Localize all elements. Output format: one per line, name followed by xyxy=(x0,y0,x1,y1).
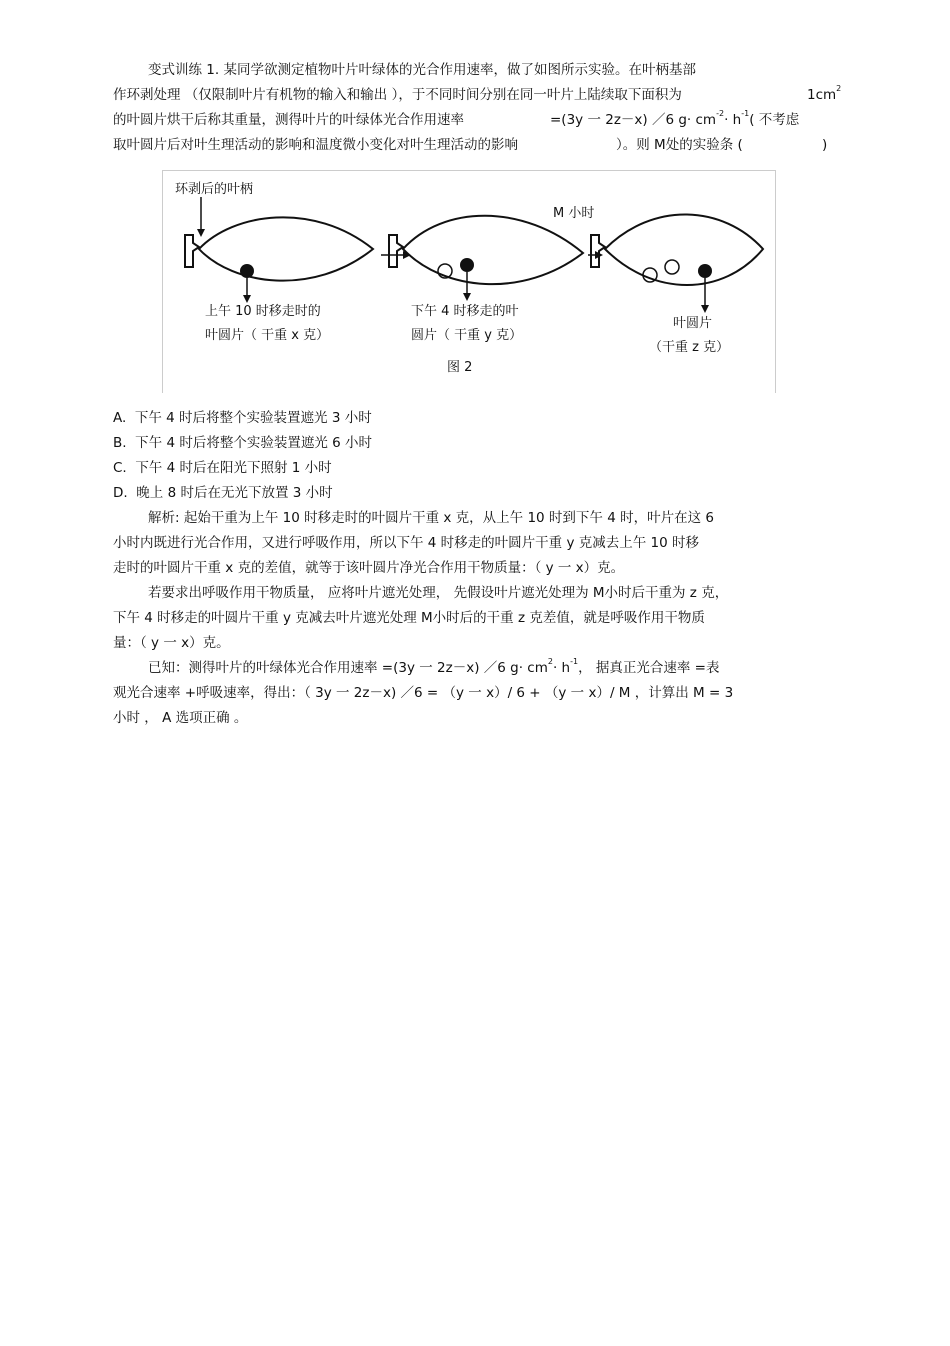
option-d: D. 晚上 8 时后在无光下放置 3 小时 xyxy=(113,485,333,501)
leaf-1 xyxy=(185,217,373,303)
question-end-paren: ) xyxy=(822,137,828,153)
analysis-p3-line-3: 小时 ， A 选项正确 。 xyxy=(113,710,248,726)
question-line-2: 作环剥处理 （仅限制叶片有机物的输入和输出 ），于不同时间分别在同一叶片上陆续取下面积为 xyxy=(113,87,682,103)
option-c: C. 下午 4 时后在阳光下照射 1 小时 xyxy=(113,460,332,476)
analysis-p2-line-3: 量：（ y 一 x）克。 xyxy=(113,635,230,651)
leaf-diagram xyxy=(163,171,775,393)
disc-x-hole-2 xyxy=(643,268,657,282)
disc-y-hole xyxy=(665,260,679,274)
caption-3-line-1: 叶圆片 xyxy=(673,316,713,331)
caption-2-line-1: 下午 4 时移走的叶 xyxy=(411,304,519,319)
leaf-2 xyxy=(389,216,583,301)
caption-1-line-1: 上午 10 时移走时的 xyxy=(205,304,321,319)
disc-z xyxy=(698,264,712,278)
analysis-p2-line-1: 若要求出呼吸作用干物质量， 应将叶片遮光处理， 先假设叶片遮光处理为 M小时后干重为 z 克， xyxy=(148,585,729,601)
caption-1-line-2: 叶圆片（ 干重 x 克） xyxy=(205,328,330,343)
question-line-4: 取叶圆片后对叶生理活动的影响和温度微小变化对叶生理活动的影响 xyxy=(113,137,518,153)
question-line-1: 变式训练 1. 某同学欲测定植物叶片叶绿体的光合作用速率，做了如图所示实验。在叶柄基部 xyxy=(148,62,696,78)
analysis-p1-line-3: 走时的叶圆片干重 x 克的差值，就等于该叶圆片净光合作用干物质量：（ y 一 x）克。 xyxy=(113,560,625,576)
rate-formula: =(3y 一 2z－x) ／6 $g\cdot cm^{-2}\cdot h^{-1}$( 不考虑 xyxy=(550,109,800,128)
disc-y xyxy=(460,258,474,272)
area-value: $1cm^2$ xyxy=(807,84,842,103)
analysis-p3-line-2: 观光合速率 +呼吸速率，得出：（ 3y 一 2z－x) ／6 = （y 一 x）/ 6 + （y 一 x）/ M ，计算出 M = 3 xyxy=(113,685,734,701)
question-line-3: 的叶圆片烘干后称其重量，测得叶片的叶绿体光合作用速率 xyxy=(113,112,464,128)
analysis-p2-line-2: 下午 4 时移走的叶圆片干重 y 克减去叶片遮光处理 M小时后的干重 z 克差值，就是呼吸作用干物质 xyxy=(113,610,705,626)
option-a: A. 下午 4 时后将整个实验装置遮光 3 小时 xyxy=(113,410,372,426)
label-petiole: 环剥后的叶柄 xyxy=(175,182,254,197)
label-m-hours: M 小时 xyxy=(553,206,595,221)
caption-3-line-2: （干重 z 克） xyxy=(649,340,730,355)
leaf-3 xyxy=(591,214,763,313)
option-b: B. 下午 4 时后将整个实验装置遮光 6 小时 xyxy=(113,435,372,451)
question-end: ）。则 M处的实验条 ( xyxy=(616,137,743,153)
analysis-p1-line-2: 小时内既进行光合作用，又进行呼吸作用，所以下午 4 时移走的叶圆片干重 y 克减去上午 10 时移 xyxy=(113,535,700,551)
disc-x xyxy=(240,264,254,278)
caption-2-line-2: 圆片（ 干重 y 克） xyxy=(411,328,523,343)
analysis-p3-line-1: 已知：测得叶片的叶绿体光合作用速率 =(3y 一 2z－x) ／6 $g\cdot cm^2\cdot h^{-1}$， 据真正光合速率 =表 xyxy=(148,657,720,676)
experiment-figure xyxy=(162,170,776,393)
figure-number: 图 2 xyxy=(447,360,473,375)
analysis-p1-line-1: 解析: 起始干重为上午 10 时移走时的叶圆片干重 x 克，从上午 10 时到下午 4 时，叶片在这 6 xyxy=(148,510,714,526)
